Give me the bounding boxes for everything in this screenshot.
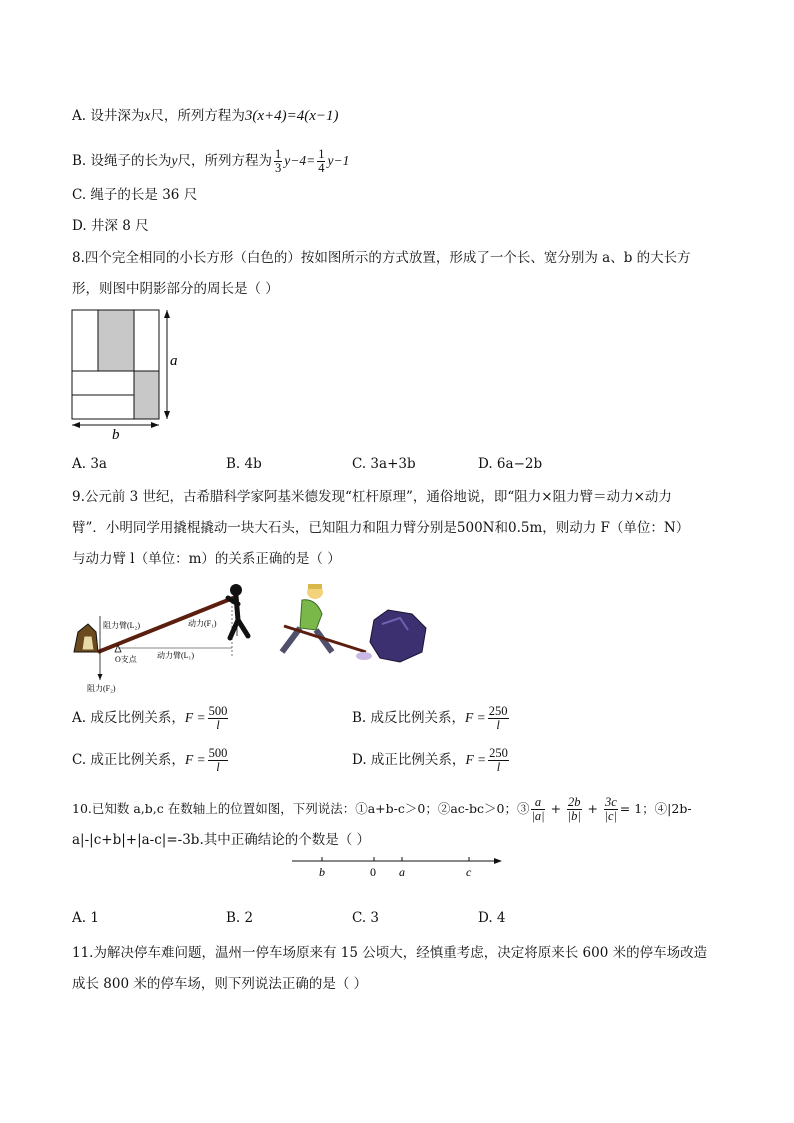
q8-stem-line1: 8.四个完全相同的小长方形（白色的）按如图所示的方式放置，形成了一个长、宽分别为 a、b 的大长方	[72, 250, 691, 266]
q7-option-b	[72, 148, 349, 175]
q7-option-a-mid: 尺，所列方程为	[150, 108, 245, 124]
q10-axis-c: c	[466, 865, 472, 879]
q7-var-x: x	[144, 108, 151, 123]
q7-option-a	[72, 106, 339, 126]
q9-option-a: A. 成反比例关系，F = $\frac{500}{l}$	[72, 704, 228, 732]
q7-option-c: C. 绳子的长是 36 尺	[72, 187, 198, 203]
q8-label-a: a	[170, 353, 178, 369]
q7-option-d: D. 井深 8 尺	[72, 218, 149, 234]
q9-label-power-arm: 动力臂(L₁)	[157, 651, 195, 660]
q9-boy-illustration	[282, 584, 366, 652]
q7-fraction-2: $\frac{1}{4}$	[318, 147, 325, 175]
q7-fraction-1: $\frac{1}{3}$	[275, 147, 282, 175]
q11-stem-line2: 成长 800 米的停车场，则下列说法正确的是（ ）	[72, 976, 368, 992]
q9-boulder-illustration	[356, 610, 426, 662]
q9-option-c: C. 成正比例关系，F = $\frac{500}{l}$	[72, 746, 228, 774]
q8-option-d: D. 6a−2b	[478, 456, 543, 472]
q8-label-b: b	[112, 427, 120, 443]
q7-equation-a: 3(x+4)=4(x−1)	[244, 108, 339, 124]
q9-stem-line2: 臂”．小明同学用撬棍撬动一块大石头，已知阻力和阻力臂分别是500N和0.5m，则动力 F（单位：N）	[72, 520, 690, 536]
q9-option-b: B. 成反比例关系，F = $\frac{250}{l}$	[352, 704, 508, 732]
q10-stem-line2: a|-|c+b|+|a-c|=-3b.其中正确结论的个数是（ ）	[72, 832, 371, 848]
q10-option-b: B. 2	[226, 910, 254, 926]
q10-number-line	[288, 853, 508, 881]
q10-axis-b: b	[319, 865, 325, 879]
q7-term-1: y−4=	[284, 153, 316, 168]
q7-option-b-mid: 尺，所列方程为	[177, 153, 273, 169]
q9-label-fulcrum: O支点	[115, 655, 137, 664]
q10-stem-line1: 10.已知数 a,b,c 在数轴上的位置如图，下列说法：①a+b-c＞0；②ac-bc＞0；③ $\frac{a}{|a|}$ + $\frac{2b}{|b|}$ + $\frac{3c}{|c|}$ = 1；④|2b-	[72, 795, 692, 823]
q8-rectangle-figure	[66, 304, 186, 444]
q9-stem-line1: 9.公元前 3 世纪，古希腊科学家阿基米德发现“杠杆原理”，通俗地说，即“阻力×阻力臂＝动力×动力	[72, 489, 672, 505]
q9-option-d: D. 成正比例关系，F = $\frac{250}{l}$	[352, 746, 508, 774]
q8-stem-line2: 形，则图中阴影部分的周长是（ ）	[72, 281, 279, 297]
q10-axis-a: a	[399, 865, 405, 879]
q8-option-a: A. 3a	[72, 456, 107, 472]
q11-stem-line1: 11.为解决停车难问题，温州一停车场原来有 15 公顷大，经慎重考虑，决定将原来长 600 米的停车场改造	[72, 945, 708, 961]
q7-option-a-text: A. 设井深为	[72, 108, 145, 124]
q10-option-c: C. 3	[352, 910, 380, 926]
q10-option-a: A. 1	[72, 910, 99, 926]
q10-option-d: D. 4	[478, 910, 506, 926]
q9-lever-diagram	[70, 580, 440, 700]
q7-term-2: y−1	[327, 153, 350, 168]
q9-label-power-force: 动力(F₁)	[188, 619, 217, 628]
q7-var-y: y	[171, 153, 178, 168]
q8-option-c: C. 3a+3b	[352, 456, 416, 472]
q9-stem-line3: 与动力臂 l（单位：m）的关系正确的是（ ）	[72, 551, 341, 567]
q7-option-b-text: B. 设绳子的长为	[72, 153, 172, 169]
q8-option-b: B. 4b	[226, 456, 262, 472]
q9-label-resist-force: 阻力(F₂)	[87, 684, 116, 693]
q9-label-resist-arm: 阻力臂(L₂)	[103, 621, 141, 630]
q10-axis-0: 0	[370, 865, 376, 879]
